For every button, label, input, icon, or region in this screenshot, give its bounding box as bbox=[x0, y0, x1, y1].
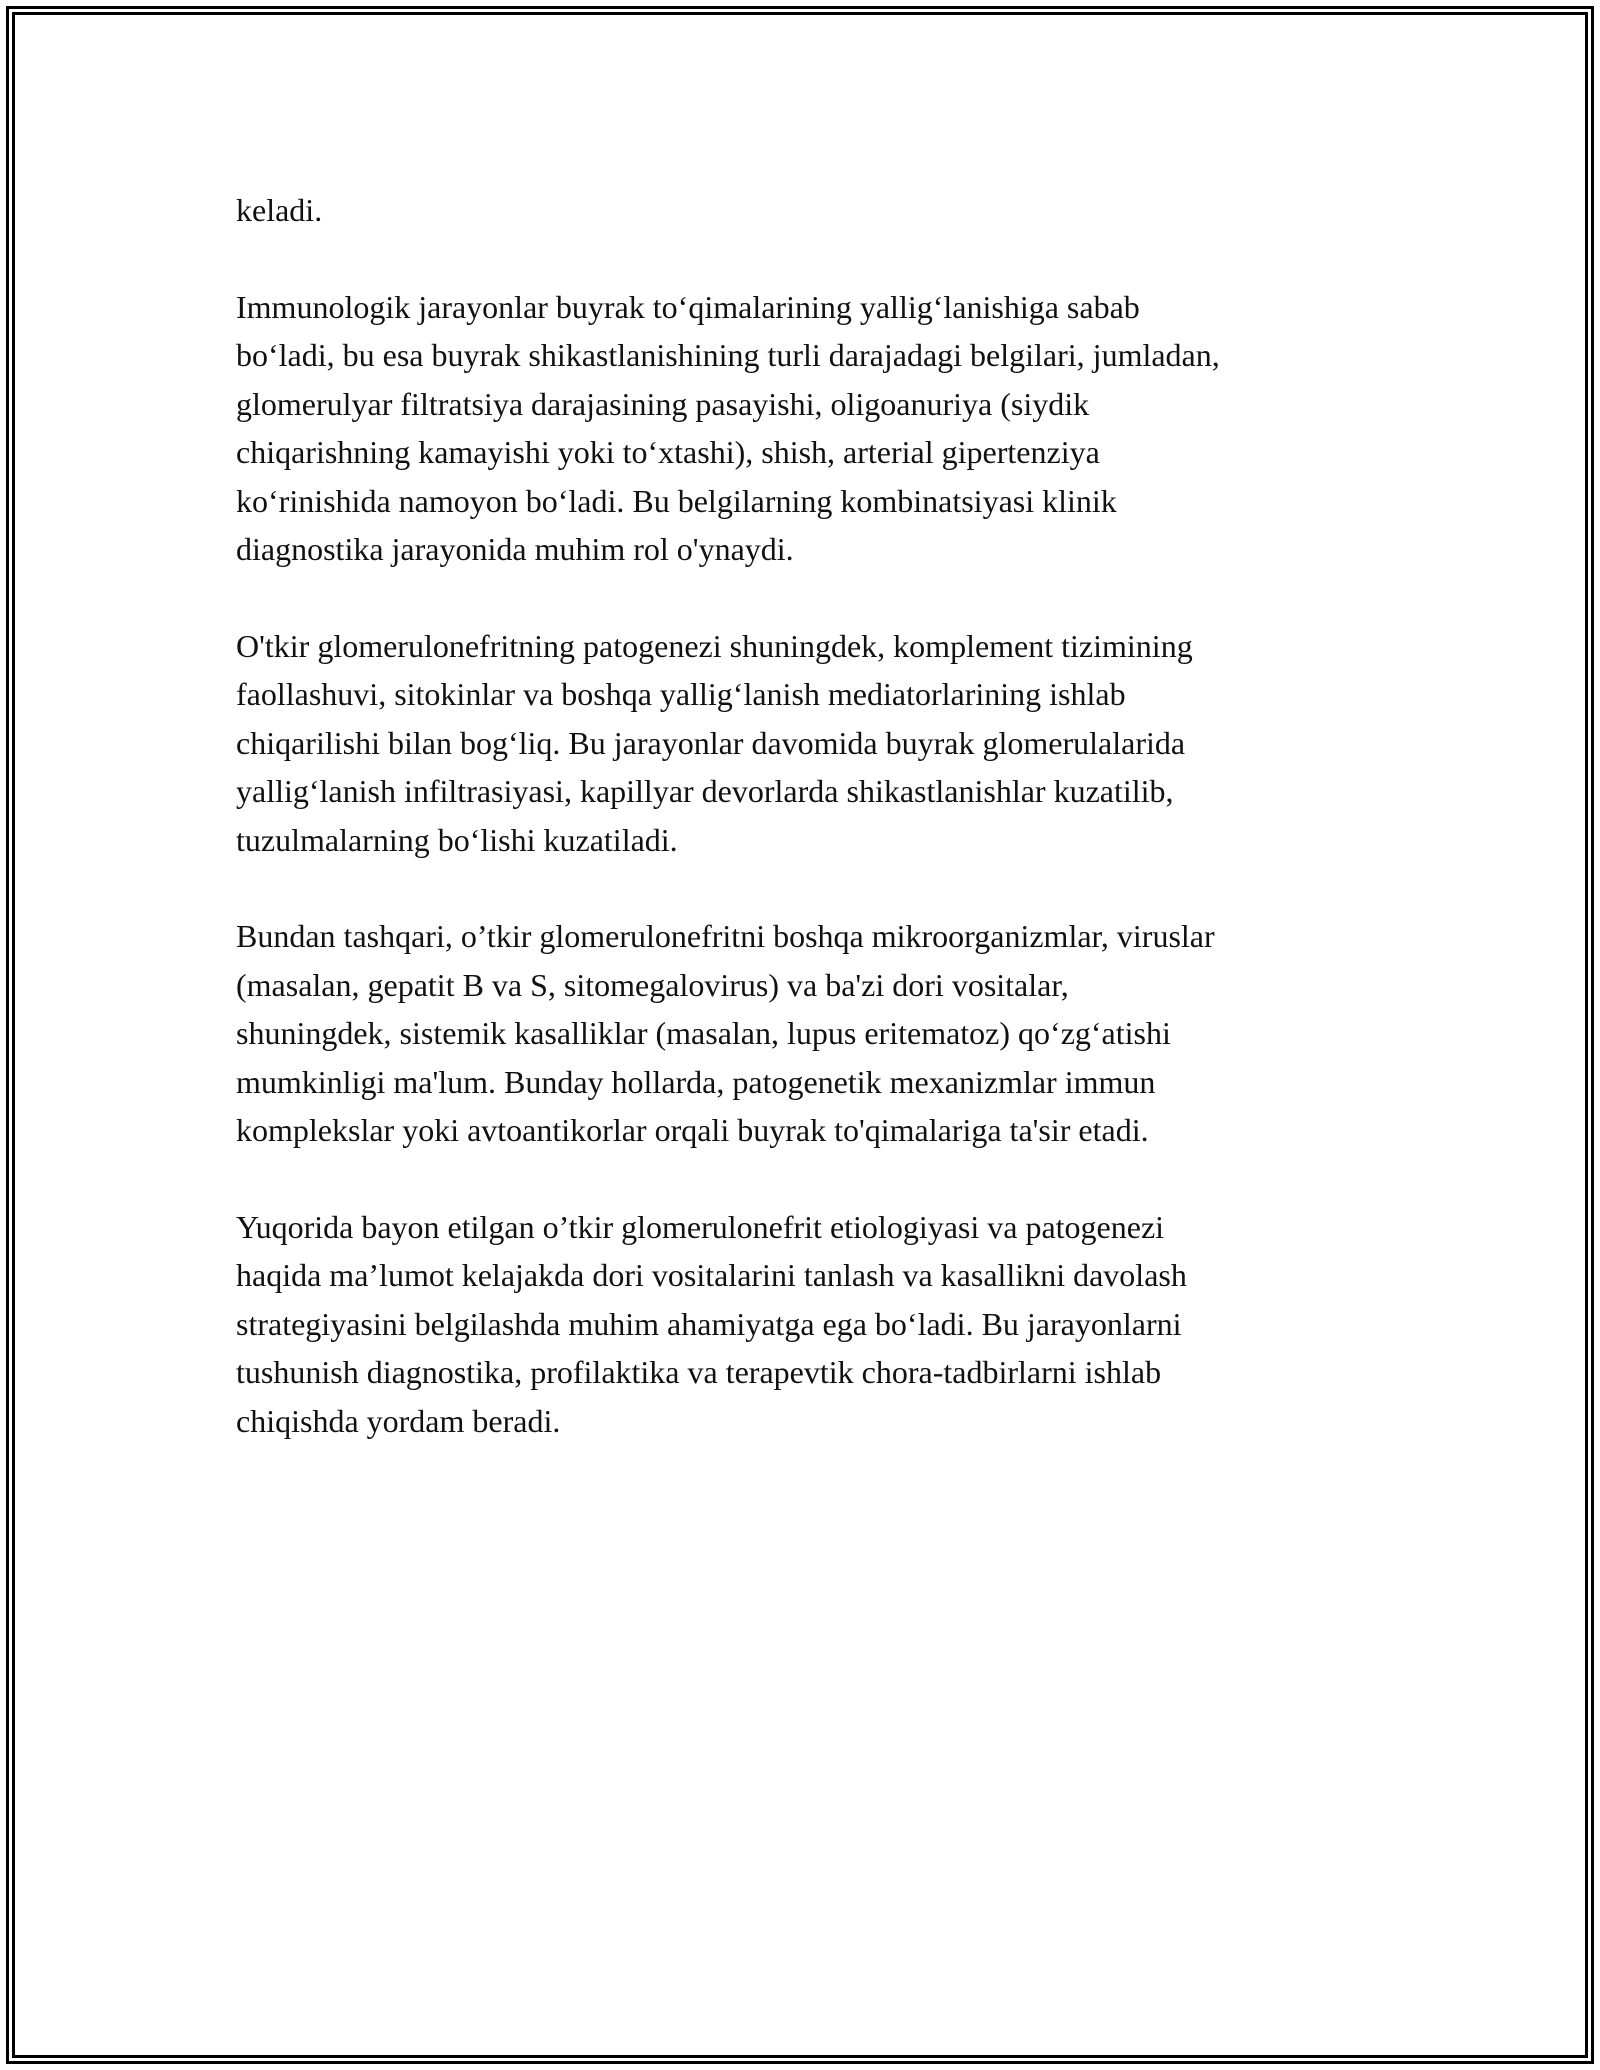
text-line: Bundan tashqari, o’tkir glomerulonefritni boshqa mikroorganizmlar, viruslar bbox=[236, 918, 1215, 954]
text-line: shuningdek, sistemik kasalliklar (masalan, lupus eritematoz) qo‘zg‘atishi bbox=[236, 1015, 1171, 1051]
text-line: ko‘rinishida namoyon bo‘ladi. Bu belgilarning kombinatsiyasi klinik bbox=[236, 482, 1117, 519]
paragraph-1 bbox=[236, 186, 1396, 235]
text-line: chiqarishning kamayishi yoki to‘xtashi), shish, arterial gipertenziya bbox=[236, 434, 1100, 470]
text-line: keladi. bbox=[236, 192, 323, 228]
text-line: haqida ma’lumot kelajakda dori vositalarini tanlash va kasallikni davolash bbox=[236, 1257, 1187, 1293]
text-line: Yuqorida bayon etilgan o’tkir glomerulonefrit etiologiyasi va patogenezi bbox=[236, 1208, 1165, 1245]
text-line: strategiyasini belgilashda muhim ahamiyatga ega bo‘ladi. Bu jarayonlarni bbox=[236, 1305, 1182, 1342]
paragraph-3 bbox=[236, 622, 1396, 865]
text-line: tushunish diagnostika, profilaktika va terapevtik chora-tadbirlarni ishlab bbox=[236, 1354, 1162, 1390]
text-line: mumkinligi ma'lum. Bunday hollarda, patogenetik mexanizmlar immun bbox=[236, 1063, 1156, 1100]
document-body bbox=[236, 186, 1396, 1493]
text-line: Immunologik jarayonlar buyrak to‘qimalarining yallig‘lanishiga sabab bbox=[236, 288, 1140, 325]
text-line: diagnostika jarayonida muhim rol o'ynaydi. bbox=[236, 531, 794, 567]
text-line: yallig‘lanish infiltrasiyasi, kapillyar devorlarda shikastlanishlar kuzatilib, bbox=[236, 773, 1174, 809]
text-line: bo‘ladi, bu esa buyrak shikastlanishining turli darajadagi belgilari, jumladan, bbox=[236, 337, 1220, 373]
text-line: glomerulyar filtratsiya darajasining pasayishi, oligoanuriya (siydik bbox=[236, 385, 1090, 422]
text-line: chiqarilishi bilan bog‘liq. Bu jarayonlar davomida buyrak glomerulalarida bbox=[236, 724, 1186, 761]
paragraph-4 bbox=[236, 912, 1396, 1155]
text-line: O'tkir glomerulonefritning patogenezi shuningdek, komplement tizimining bbox=[236, 627, 1193, 664]
text-line: tuzulmalarning bo‘lishi kuzatiladi. bbox=[236, 821, 678, 858]
paragraph-2 bbox=[236, 283, 1396, 574]
text-line: chiqishda yordam beradi. bbox=[236, 1402, 561, 1439]
paragraph-5 bbox=[236, 1203, 1396, 1446]
text-line: (masalan, gepatit B va S, sitomegalovirus) va ba'zi dori vositalar, bbox=[236, 966, 1069, 1003]
text-line: komplekslar yoki avtoantikorlar orqali buyrak to'qimalariga ta'sir etadi. bbox=[236, 1112, 1149, 1148]
text-line: faollashuvi, sitokinlar va boshqa yallig‘lanish mediatorlarining ishlab bbox=[236, 676, 1126, 712]
